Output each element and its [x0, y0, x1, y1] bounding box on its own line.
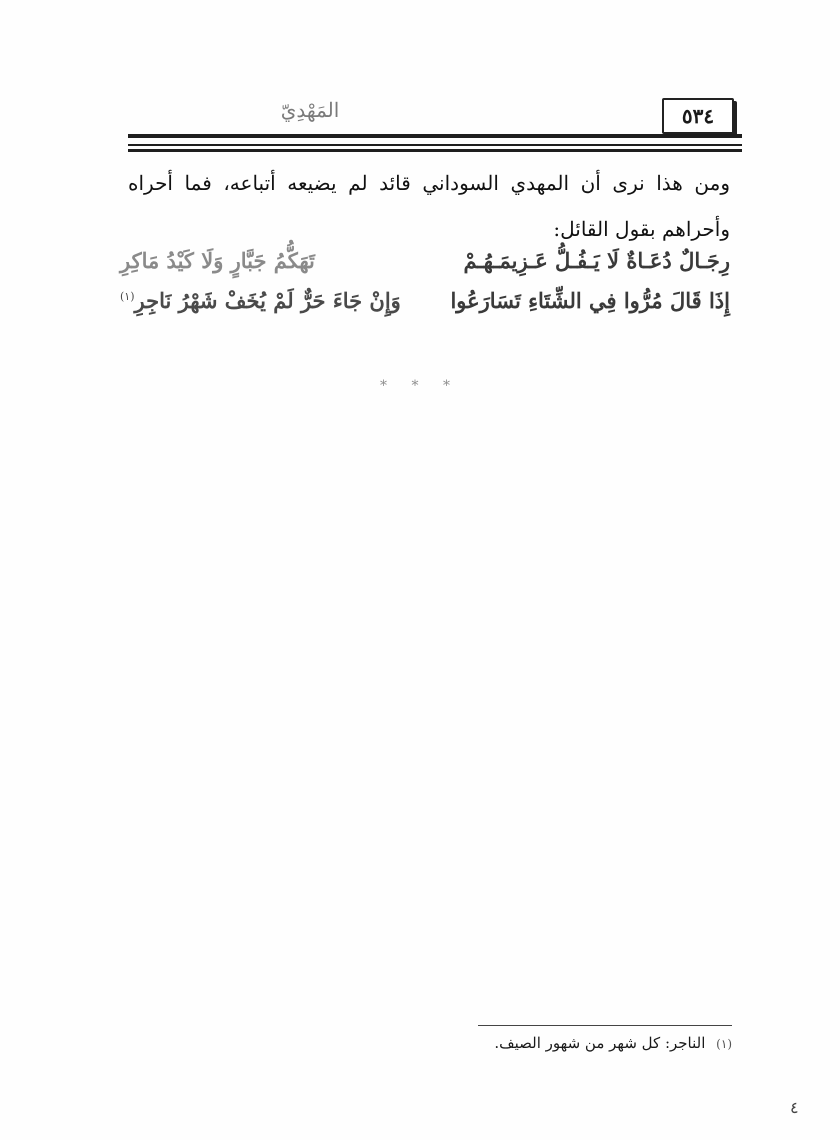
footnote-text: الناجر: كل شهر من شهور الصيف.: [494, 1034, 706, 1052]
page-number: ٥٣٤: [662, 98, 734, 134]
poem-line-1-second-hemistich: تَهَكُّمُ جَبَّارٍ وَلَا كَيْدُ مَاكِرِ: [120, 247, 315, 273]
poem-line-2-second-hemistich: [120, 288, 420, 313]
footnote: [380, 1034, 732, 1052]
running-header-title: المَهْدِيّ: [280, 98, 340, 122]
poem: [120, 240, 730, 320]
section-separator: * * *: [380, 378, 460, 394]
poem-line-1: [120, 240, 730, 280]
footnote-marker: (١): [716, 1037, 732, 1051]
header-rule-thick: [128, 134, 742, 138]
corner-signature-mark: ٤: [790, 1098, 799, 1117]
header-rule-thin: [128, 144, 742, 146]
poem-line-2-second-text: وَإِنْ جَاءَ حَرٌّ لَمْ يُخَفْ شَهْرُ نَاجِرِ: [134, 287, 401, 313]
footnote-rule: [478, 1025, 732, 1026]
header-rule-bottom: [128, 149, 742, 152]
body-paragraph: ومن هذا نرى أن المهدي السوداني قائد لم يضيعه أتباعه، فما أحراه وأحراهم بقول القائل:: [128, 171, 730, 241]
poem-line-2: [120, 280, 730, 320]
poem-line-2-first-hemistich: إِذَا قَالَ مُرُّوا فِي الشِّتَاءِ تَسَارَعُوا: [450, 287, 730, 313]
footnote-reference: (١): [120, 289, 135, 303]
poem-line-1-first-hemistich: رِجَـالٌ دُعَـاةٌ لَا يَـفُـلُّ عَـزِيمَـهُـمْ: [463, 247, 730, 273]
